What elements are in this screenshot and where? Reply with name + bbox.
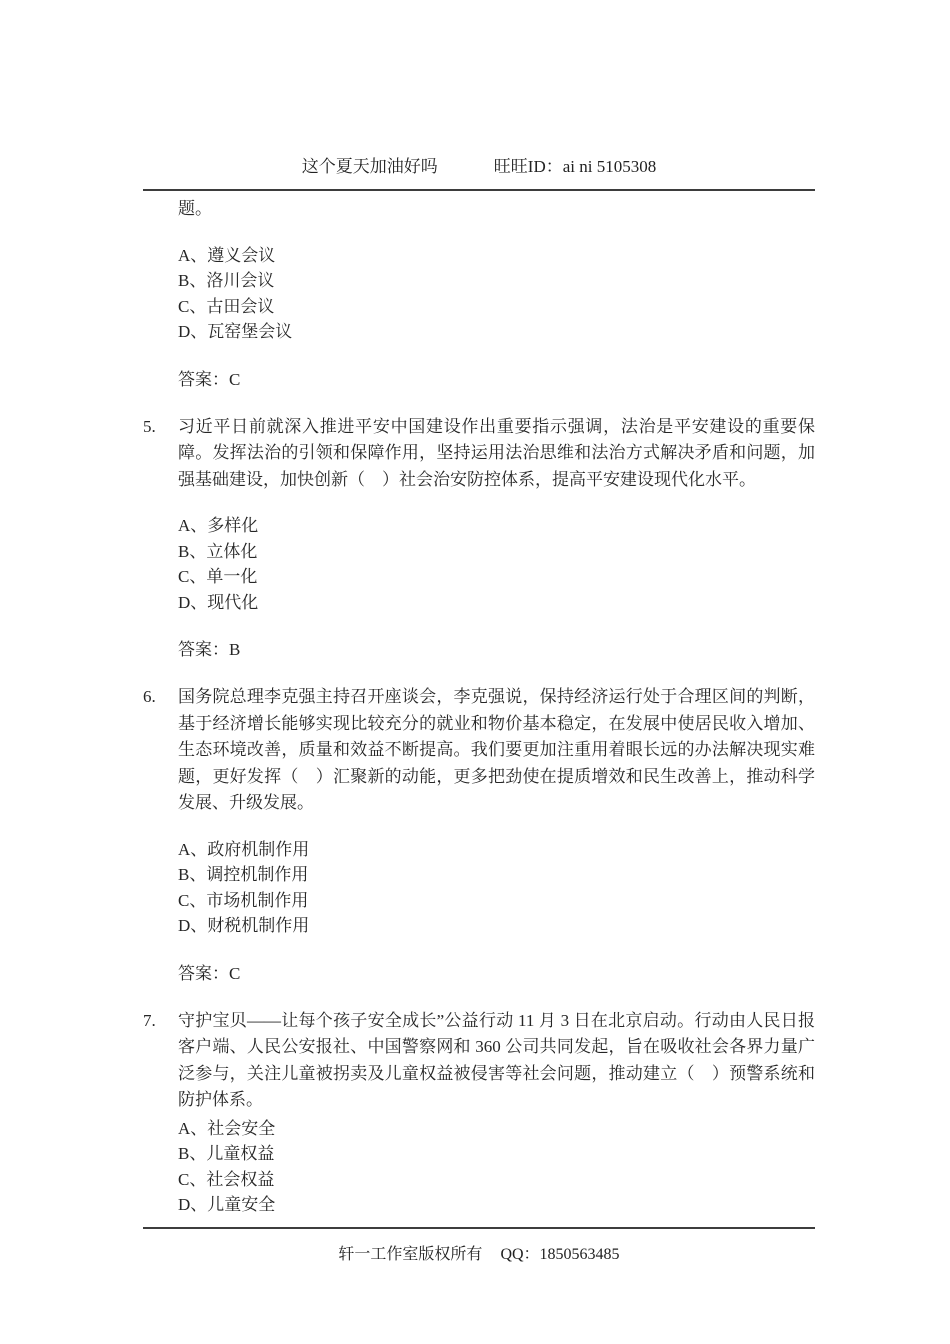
option-d: D、儿童安全 [178, 1195, 276, 1214]
footer-text-row [143, 1241, 815, 1264]
question-text-row [143, 684, 815, 817]
question-text-row [143, 196, 815, 223]
option-c: C、单一化 [178, 567, 258, 586]
footer-copyright: 轩一工作室版权所有 [338, 1246, 483, 1263]
header-text-row [143, 156, 815, 178]
option-a: A、政府机制作用 [178, 839, 310, 859]
header-title: 这个夏天加油好吗 [301, 157, 438, 176]
question-number [143, 196, 178, 223]
option-list [178, 243, 815, 345]
footer-qq: QQ：1850563485 [500, 1246, 620, 1263]
answer-line [178, 367, 815, 393]
answer-line [178, 961, 815, 987]
answer-value: B [229, 640, 241, 659]
question-number: 7. [143, 1010, 156, 1030]
question-text-row [143, 1008, 815, 1114]
answer-label: 答案： [178, 640, 229, 659]
option-d: D、瓦窑堡会议 [178, 322, 293, 341]
page-header [143, 156, 815, 191]
answer-label: 答案： [178, 963, 229, 983]
option-c: C、社会权益 [178, 1169, 275, 1189]
question-number: 6. [143, 687, 156, 706]
option-a: A、社会安全 [178, 1118, 276, 1138]
option-b: B、儿童权益 [178, 1144, 275, 1163]
header-wangwang-id: 旺旺ID：ai ni 5105308 [493, 157, 657, 176]
question-text-row [143, 414, 815, 494]
option-b: B、立体化 [178, 541, 258, 561]
question-text: 守护宝贝——让每个孩子安全成长”公益行动 11 月 3 日在北京启动。行动由人民日报客户端、人民公安报社、中国警察网和 360 公司共同发起，旨在吸收社会各界力量广泛参与，关注儿童被拐卖及儿童权益被侵害等社会问题，推动建立（ ）预警系统和防护体系。 [178, 1010, 815, 1109]
option-a: A、多样化 [178, 516, 259, 535]
option-list [178, 1116, 815, 1218]
option-b: B、洛川会议 [178, 271, 275, 290]
header-rule [143, 189, 815, 191]
question-7 [143, 1008, 815, 1218]
question-number: 5. [143, 416, 156, 436]
answer-line [178, 637, 815, 663]
page-footer [143, 1227, 815, 1264]
option-c: C、古田会议 [178, 296, 275, 316]
option-list [178, 837, 815, 939]
question-text: 题。 [178, 199, 212, 218]
option-b: B、调控机制作用 [178, 865, 309, 884]
question-text: 习近平日前就深入推进平安中国建设作出重要指示强调，法治是平安建设的重要保障。发挥法治的引领和保障作用，坚持运用法治思维和法治方式解决矛盾和问题，加强基础建设，加快创新（ ）社会治安防控体系，提高平安建设现代化水平。 [178, 416, 815, 489]
option-d: D、现代化 [178, 592, 259, 612]
question-5 [143, 414, 815, 664]
option-c: C、市场机制作用 [178, 890, 309, 910]
answer-value: C [229, 369, 241, 389]
question-list [143, 196, 815, 1218]
answer-value: C [229, 963, 241, 983]
question-fragment [143, 196, 815, 393]
footer-rule [143, 1227, 815, 1229]
option-a: A、遵义会议 [178, 245, 276, 265]
question-6 [143, 684, 815, 987]
question-text: 国务院总理李克强主持召开座谈会，李克强说，保持经济运行处于合理区间的判断，基于经济增长能够实现比较充分的就业和物价基本稳定，在发展中使居民收入增加、生态环境改善，质量和效益不断提高。我们要更加注重用着眼长远的办法解决现实难题，更好发挥（ ）汇聚新的动能，更多把劲使在提质增效和民生改善上，推动科学发展、升级发展。 [178, 687, 815, 812]
option-list [178, 513, 815, 615]
answer-label: 答案： [178, 369, 229, 389]
option-d: D、财税机制作用 [178, 916, 310, 935]
